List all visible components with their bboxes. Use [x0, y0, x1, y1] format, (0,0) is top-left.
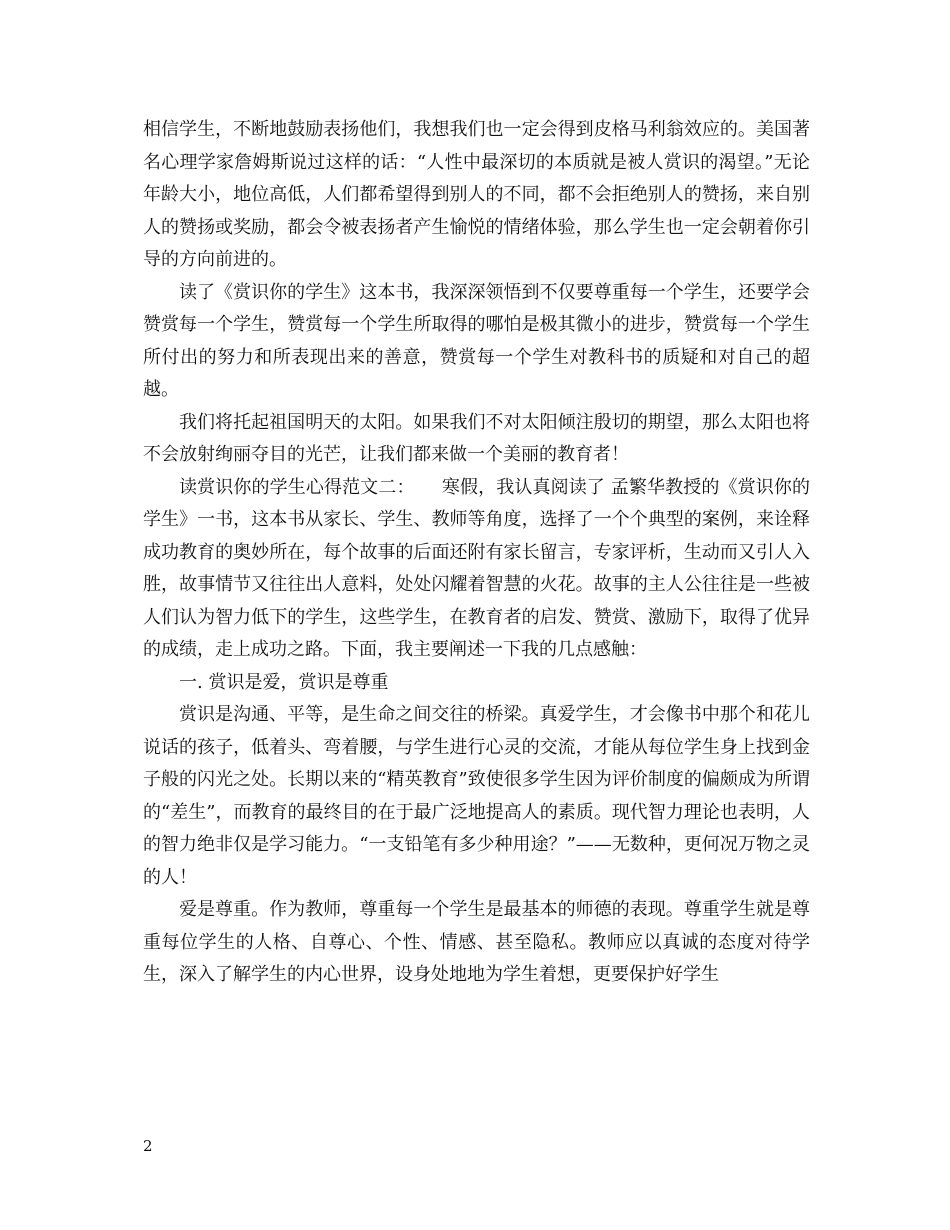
page-number: 2 [143, 1137, 153, 1155]
paragraph-4: 读赏识你的学生心得范文二： 寒假，我认真阅读了 孟繁华教授的《赏识你的学生》一书，这本书从家长、学生、教师等角度，选择了一个个典型的案例，来诠释成功教育的奥妙所在，每个故事的后面还附有家长留言，专家评析，生动而又引人入胜，故事情节又往往出人意料，处处闪耀着智慧的火花。故事的主人公往往是一些被人们认为智力低下的学生，这些学生，在教育者的启发、赞赏、激励下，取得了优异的成绩，走上成功之路。下面，我主要阐述一下我的几点感触： [143, 476, 810, 660]
paragraph-3: 我们将托起祖国明天的太阳。如果我们不对太阳倾注殷切的期望，那么太阳也将不会放射绚丽夺目的光芒，让我们都来做一个美丽的教育者！ [143, 411, 810, 465]
paragraph-1: 相信学生，不断地鼓励表扬他们，我想我们也一定会得到皮格马利翁效应的。美国著名心理学家詹姆斯说过这样的话：“人性中最深切的本质就是被人赏识的渴望。”无论年龄大小，地位高低，人们都希望得到别人的不同，都不会拒绝别人的赞扬，来自别人的赞扬或奖励，都会令被表扬者产生愉悦的情绪体验，那么学生也一定会朝着你引导的方向前进的。 [143, 119, 810, 270]
paragraph-6: 爱是尊重。作为教师，尊重每一个学生是最基本的师德的表现。尊重学生就是尊重每位学生的人格、自尊心、个性、情感、甚至隐私。教师应以真诚的态度对待学生，深入了解学生的内心世界，设身处地地为学生着想，更要保护好学生 [143, 899, 810, 985]
paragraph-5: 赏识是沟通、平等，是生命之间交往的桥梁。真爱学生，才会像书中那个和花儿说话的孩子，低着头、弯着腰，与学生进行心灵的交流，才能从每位学生身上找到金子般的闪光之处。长期以来的“精英教育”致使很多学生因为评价制度的偏颇成为所谓的“差生”，而教育的最终目的在于最广泛地提高人的素质。现代智力理论也表明，人的智力绝非仅是学习能力。“一支铅笔有多少种用途？”——无数种，更何况万物之灵的人！ [143, 704, 810, 888]
document-body [143, 114, 810, 992]
paragraph-2: 读了《赏识你的学生》这本书，我深深领悟到不仅要尊重每一个学生，还要学会赞赏每一个学生，赞赏每一个学生所取得的哪怕是极其微小的进步，赞赏每一个学生所付出的努力和所表现出来的善意，赞赏每一个学生对教科书的质疑和对自己的超越。 [143, 281, 810, 400]
section-heading: 一. 赏识是爱，赏识是尊重 [179, 671, 389, 693]
